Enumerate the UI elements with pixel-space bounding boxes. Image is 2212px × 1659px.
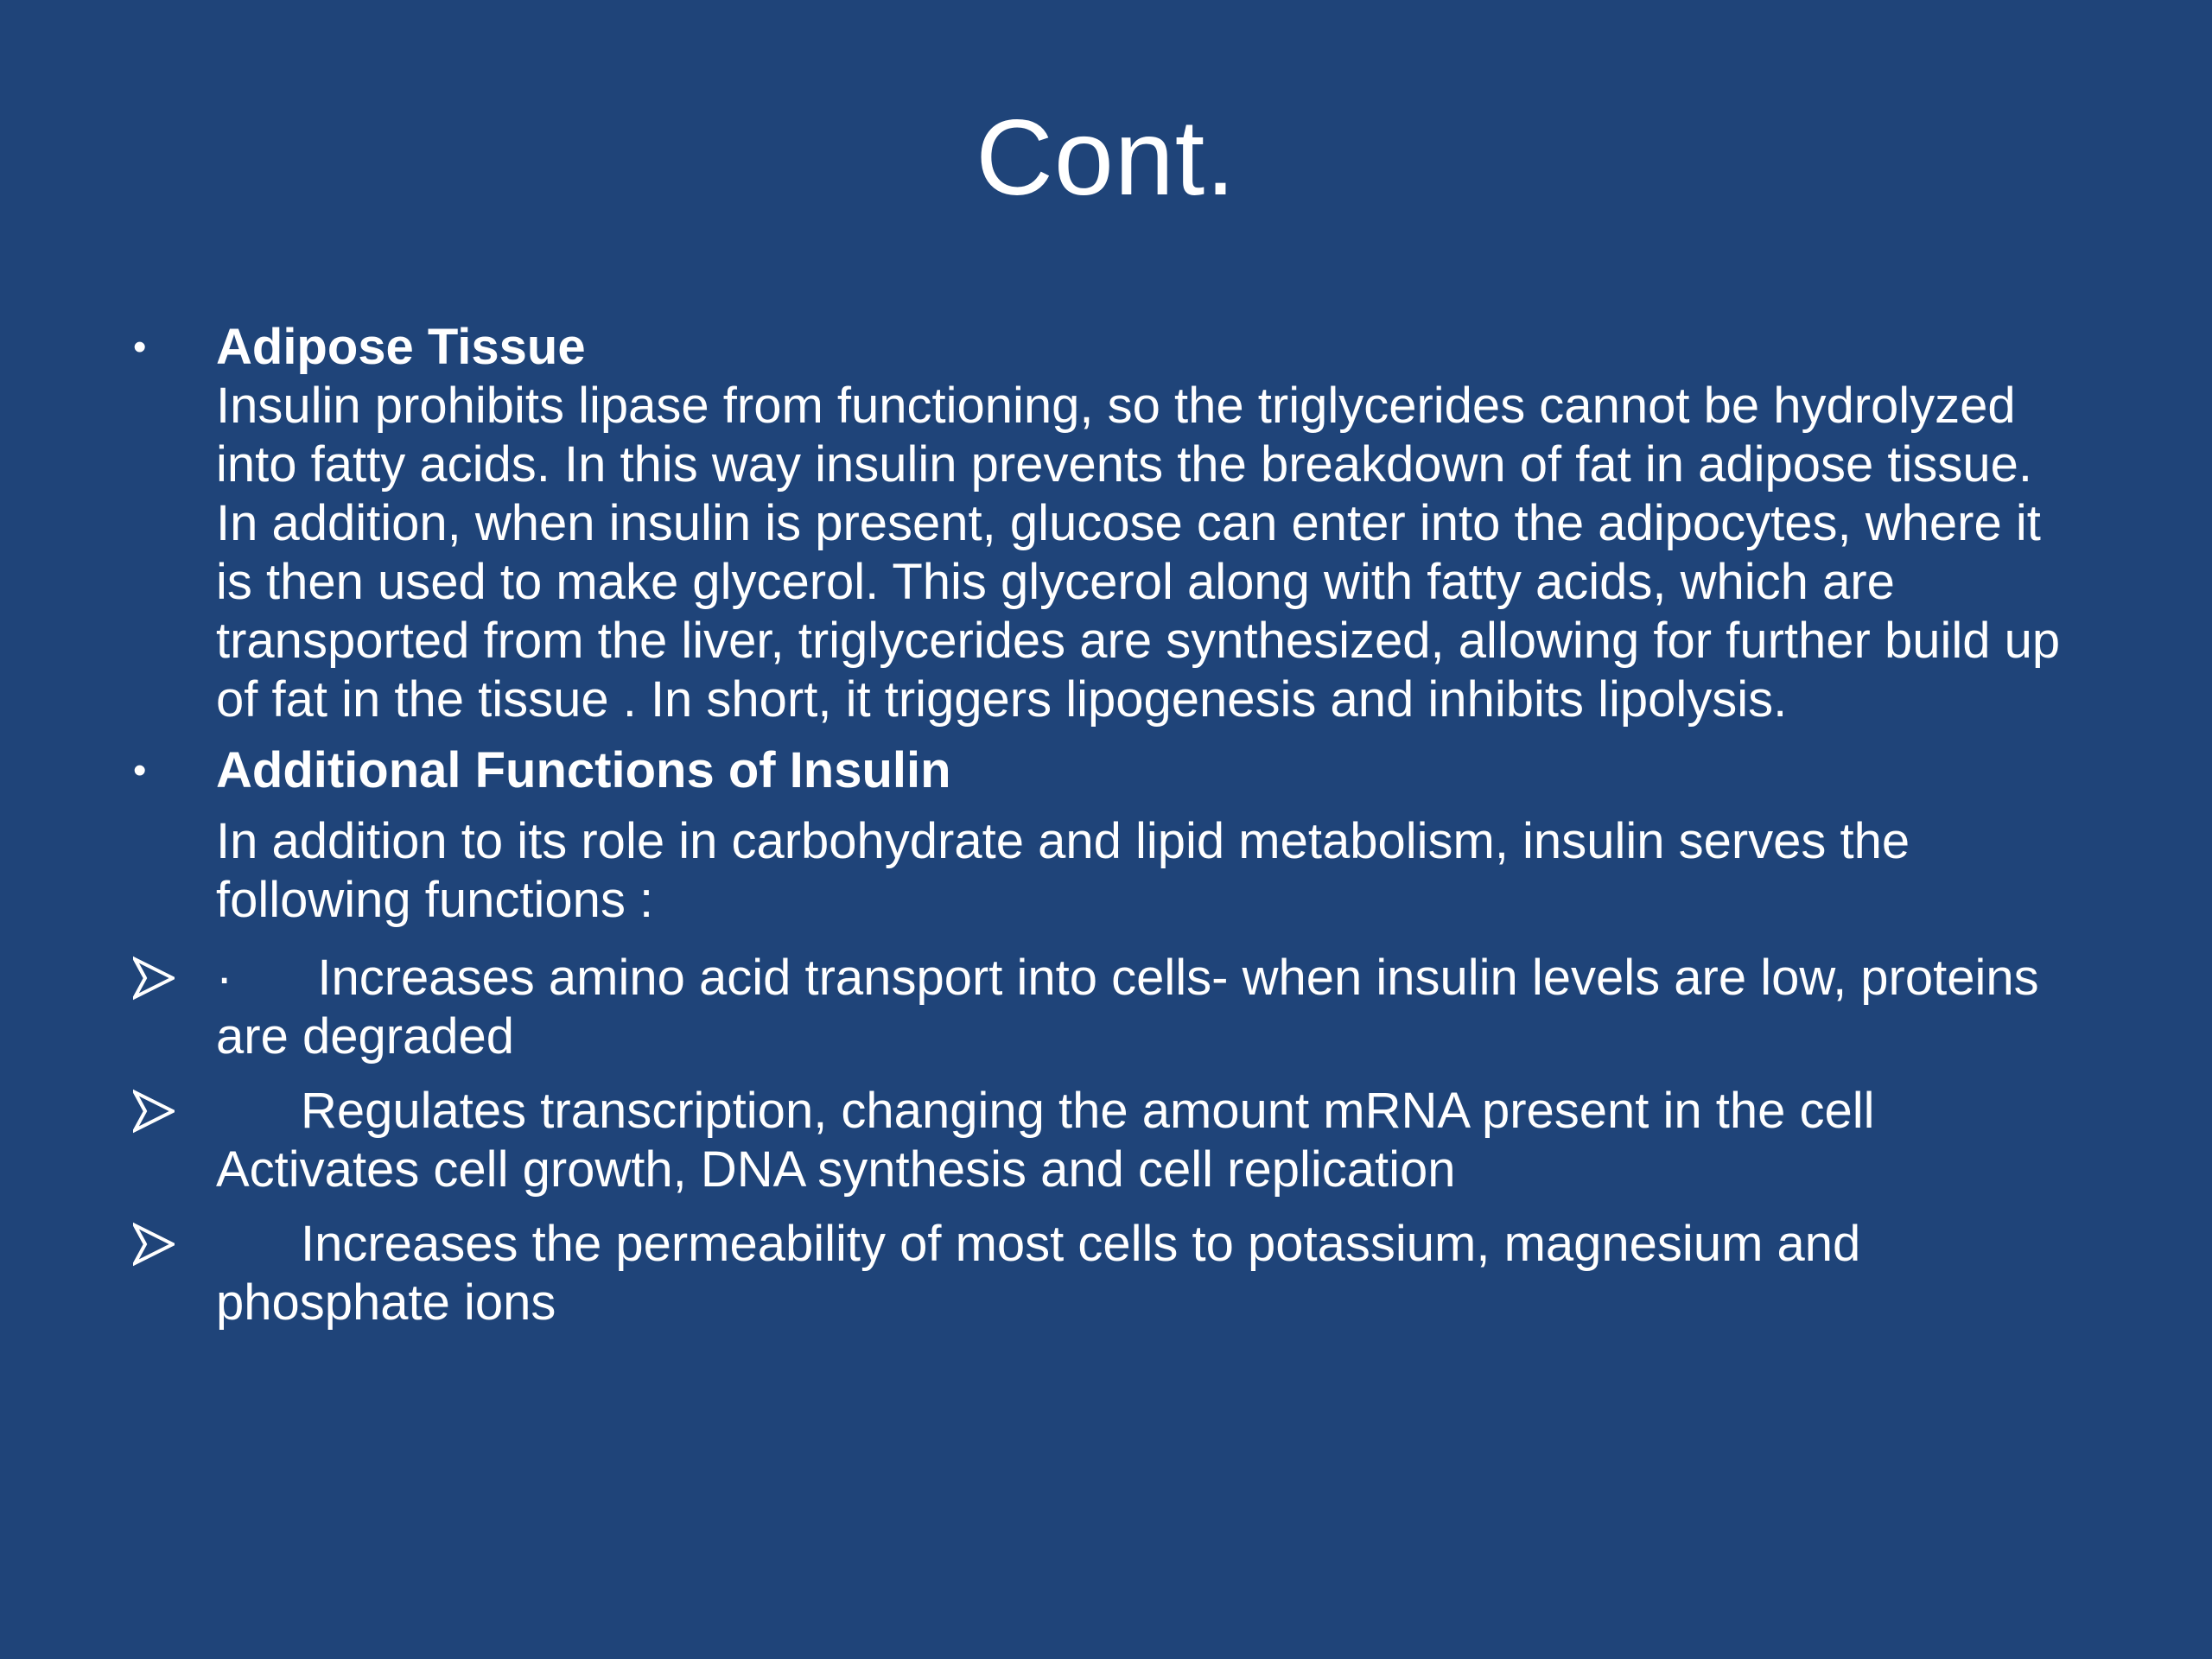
function-item	[128, 1082, 2081, 1199]
arrow-bullet-icon	[133, 1089, 175, 1134]
function-prefix: ·	[216, 950, 233, 1006]
bullet-adipose-tissue	[128, 318, 2081, 729]
slide-content	[128, 318, 2081, 1332]
bullet-dot-icon: •	[133, 326, 147, 368]
function-item	[128, 1215, 2081, 1332]
function-text: Regulates transcription, changing the amount mRNA present in the cell Activates cell growth, DNA synthesis and cell replication	[216, 1083, 1875, 1198]
bullet-heading: Adipose Tissue	[216, 319, 586, 375]
slide-title: Cont.	[976, 99, 1236, 218]
bullet-body: Insulin prohibits lipase from functioning, so the triglycerides cannot be hydrolyzed into fatty acids. In this way insulin prevents the breakdown of fat in adipose tissue. In addition, when insulin is present, glucose can enter into the adipocytes, where it is then used to make glycerol. This glycerol along with fatty acids, which are transported from the liver, triglycerides are synthesized, allowing for further build up of fat in the tissue . In short, it triggers lipogenesis and inhibits lipolysis.	[216, 378, 2061, 728]
function-item	[128, 949, 2081, 1066]
function-text: Increases amino acid transport into cells- when insulin levels are low, proteins are degraded	[216, 950, 2039, 1065]
arrow-bullet-icon	[133, 1222, 175, 1267]
bullet-body: In addition to its role in carbohydrate and lipid metabolism, insulin serves the following functions :	[216, 813, 1910, 928]
bullet-heading: Additional Functions of Insulin	[216, 742, 951, 798]
bullet-dot-icon: •	[133, 749, 147, 791]
bullet-additional-functions	[128, 741, 2081, 930]
function-text: Increases the permeability of most cells to potassium, magnesium and phosphate ions	[216, 1216, 1861, 1331]
arrow-bullet-icon	[133, 956, 175, 1001]
